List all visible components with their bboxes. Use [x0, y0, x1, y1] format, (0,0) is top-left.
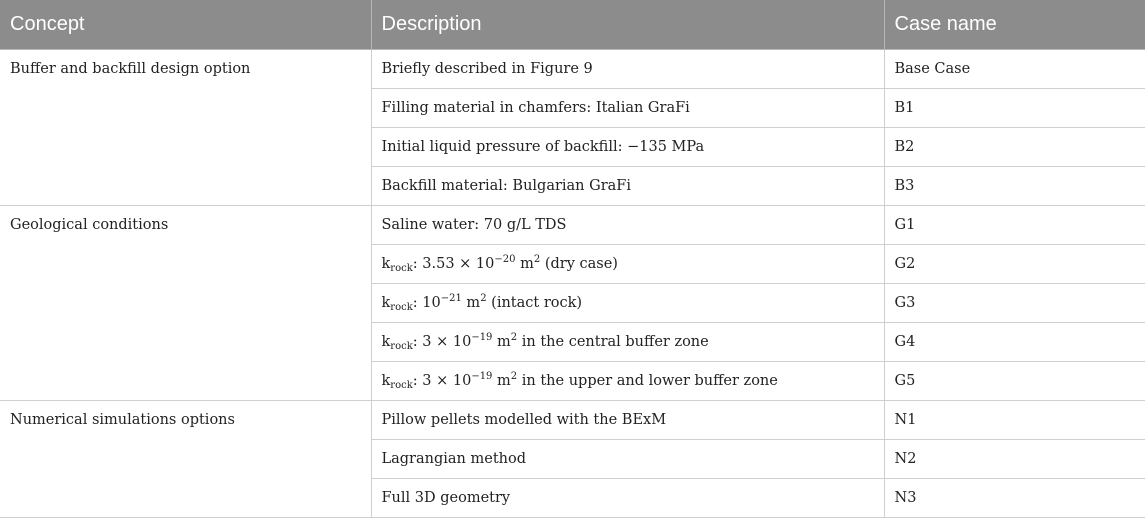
case-name-cell: G1	[884, 206, 1145, 245]
header-case-name: Case name	[884, 0, 1145, 50]
case-name-cell: G3	[884, 284, 1145, 323]
concept-cell: Numerical simulations options	[0, 401, 371, 518]
header-row	[0, 0, 1145, 50]
description-cell: $k_{rock}$: $3 \times 10^{-19}$ $m^2$ in the central buffer zone	[371, 323, 884, 362]
table-row	[0, 50, 1145, 89]
case-name-cell: Base Case	[884, 50, 1145, 89]
description-cell: Pillow pellets modelled with the BExM	[371, 401, 884, 440]
description-cell: Saline water: 70 g/L TDS	[371, 206, 884, 245]
table-row	[0, 206, 1145, 245]
description-cell: $k_{rock}$: $3 \times 10^{-19}$ $m^2$ in the upper and lower buffer zone	[371, 362, 884, 401]
case-name-cell: G4	[884, 323, 1145, 362]
header-description: Description	[371, 0, 884, 50]
table-row	[0, 401, 1145, 440]
concept-cell: Geological conditions	[0, 206, 371, 401]
case-name-cell: N2	[884, 440, 1145, 479]
description-cell: Filling material in chamfers: Italian GraFi	[371, 89, 884, 128]
description-cell: $k_{rock}$: $10^{-21}$ $m^2$ (intact rock)	[371, 284, 884, 323]
description-cell: Lagrangian method	[371, 440, 884, 479]
case-name-cell: N3	[884, 479, 1145, 518]
case-name-cell: B3	[884, 167, 1145, 206]
description-cell: Initial liquid pressure of backfill: −135 MPa	[371, 128, 884, 167]
description-cell: Backfill material: Bulgarian GraFi	[371, 167, 884, 206]
header-concept: Concept	[0, 0, 371, 50]
case-name-cell: N1	[884, 401, 1145, 440]
case-name-cell: B1	[884, 89, 1145, 128]
case-name-cell: B2	[884, 128, 1145, 167]
case-name-cell: G5	[884, 362, 1145, 401]
description-cell: Briefly described in Figure 9	[371, 50, 884, 89]
case-name-cell: G2	[884, 245, 1145, 284]
concept-cell: Buffer and backfill design option	[0, 50, 371, 206]
description-cell: $k_{rock}$: $3.53 \times 10^{-20}$ $m^2$ (dry case)	[371, 245, 884, 284]
description-cell: Full 3D geometry	[371, 479, 884, 518]
